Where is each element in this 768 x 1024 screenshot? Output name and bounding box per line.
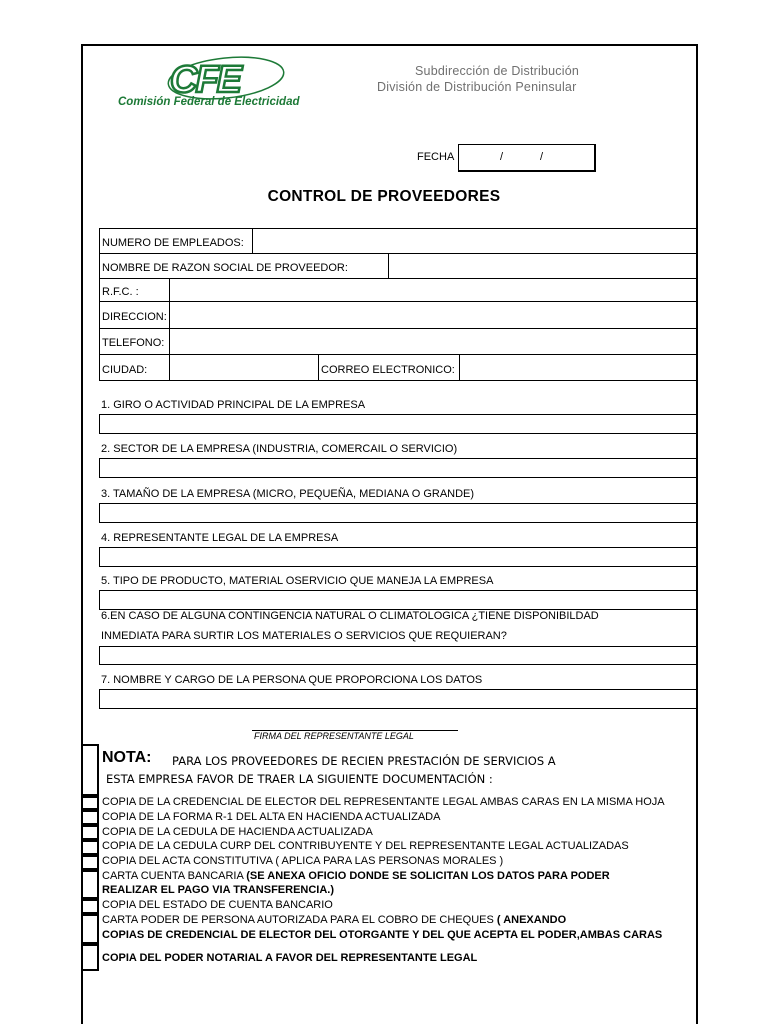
question-5: 5. TIPO DE PRODUCTO, MATERIAL OSERVICIO QUE MANEJA LA EMPRESA (101, 575, 494, 587)
nota-label: NOTA: (102, 749, 152, 766)
nota-line-1: PARA LOS PROVEEDORES DE RECIEN PRESTACIÓN DE SERVICIOS A (172, 754, 556, 768)
doc-checkbox-6[interactable] (81, 870, 99, 899)
empleados-input[interactable] (253, 229, 698, 253)
doc-item-6-note-cont: REALIZAR EL PAGO VIA TRANSFERENCIA.) (102, 884, 335, 896)
empleados-label: NUMERO DE EMPLEADOS: (102, 237, 244, 249)
question-1: 1. GIRO O ACTIVIDAD PRINCIPAL DE LA EMPRESA (101, 399, 366, 411)
doc-checkbox-9[interactable] (81, 944, 99, 971)
logo-subtitle: Comisión Federal de Electricidad (118, 96, 300, 108)
doc-checkbox-8[interactable] (81, 914, 99, 944)
grid-line (318, 354, 319, 380)
telefono-input[interactable] (170, 329, 698, 354)
telefono-label: TELEFONO: (102, 337, 165, 349)
doc-item-7: COPIA DEL ESTADO DE CUENTA BANCARIO (102, 899, 333, 911)
header-division: División de Distribución Peninsular (377, 80, 577, 94)
question-6-line-2: INMEDIATA PARA SURTIR LOS MATERIALES O SERVICIOS QUE REQUIERAN? (101, 630, 507, 642)
fecha-sep-2: / (540, 151, 544, 163)
doc-checkbox-4[interactable] (81, 840, 99, 855)
answer-4-input[interactable] (99, 547, 697, 567)
nota-checkbox[interactable] (81, 744, 99, 796)
doc-item-2: COPIA DE LA FORMA R-1 DEL ALTA EN HACIENDA ACTUALIZADA (102, 811, 441, 823)
fecha-sep-1: / (500, 151, 504, 163)
answer-6-input[interactable] (99, 646, 697, 665)
doc-item-1: COPIA DE LA CREDENCIAL DE ELECTOR DEL REPRESENTANTE LEGAL AMBAS CARAS EN LA MISMA HOJA (102, 796, 665, 808)
page-frame-top (81, 44, 698, 46)
fecha-field[interactable] (458, 144, 596, 172)
answer-5-input[interactable] (99, 590, 697, 610)
razon-social-input[interactable] (389, 254, 698, 278)
question-3: 3. TAMAÑO DE LA EMPRESA (MICRO, PEQUEÑA, MEDIANA O GRANDE) (101, 488, 475, 500)
correo-label: CORREO ELECTRONICO: (321, 364, 455, 376)
razon-social-label: NOMBRE DE RAZON SOCIAL DE PROVEEDOR: (102, 262, 348, 274)
question-7: 7. NOMBRE Y CARGO DE LA PERSONA QUE PROPORCIONA LOS DATOS (101, 674, 483, 686)
logo-wordmark: CFE (170, 59, 240, 101)
page-title: CONTROL DE PROVEEDORES (267, 188, 501, 205)
doc-item-8-text: CARTA PODER DE PERSONA AUTORIZADA PARA EL COBRO DE CHEQUES (102, 914, 497, 926)
doc-item-8-note-cont: COPIAS DE CREDENCIAL DE ELECTOR DEL OTORGANTE Y DEL QUE ACEPTA EL PODER,AMBAS CARAS (102, 929, 663, 941)
doc-item-4: COPIA DE LA CEDULA CURP DEL CONTRIBUYENTE Y DEL REPRESENTANTE LEGAL ACTUALIZADAS (102, 840, 629, 852)
answer-1-input[interactable] (99, 414, 697, 434)
rfc-input[interactable] (170, 279, 698, 301)
answer-2-input[interactable] (99, 458, 697, 478)
doc-checkbox-5[interactable] (81, 855, 99, 870)
ciudad-label: CIUDAD: (102, 364, 148, 376)
doc-item-6-cont (102, 884, 334, 896)
doc-checkbox-2[interactable] (81, 810, 99, 825)
correo-input[interactable] (460, 355, 698, 380)
rfc-label: R.F.C. : (102, 286, 139, 298)
direccion-label: DIRECCION: (102, 311, 167, 323)
fecha-label: FECHA (417, 151, 455, 163)
doc-checkbox-3[interactable] (81, 825, 99, 840)
doc-item-8-note: ( ANEXANDO (496, 914, 567, 926)
doc-item-6-note: (SE ANEXA OFICIO DONDE SE SOLICITAN LOS DATOS PARA PODER (246, 870, 610, 882)
doc-item-6 (102, 870, 610, 882)
grid-line (99, 380, 698, 381)
question-6-line-1: 6.EN CASO DE ALGUNA CONTINGENCIA NATURAL O CLIMATOLOGICA ¿TIENE DISPONIBILDAD (101, 610, 599, 622)
doc-item-9 (102, 952, 477, 964)
signature-label: FIRMA DEL REPRESENTANTE LEGAL (254, 731, 414, 741)
doc-item-5: COPIA DEL ACTA CONSTITUTIVA ( APLICA PARA LAS PERSONAS MORALES ) (102, 855, 504, 867)
ciudad-input[interactable] (170, 355, 318, 380)
doc-checkbox-7[interactable] (81, 899, 99, 914)
doc-item-3: COPIA DE LA CEDULA DE HACIENDA ACTUALIZADA (102, 826, 373, 838)
answer-3-input[interactable] (99, 503, 697, 523)
doc-item-9-text: COPIA DEL PODER NOTARIAL A FAVOR DEL REPRESENTANTE LEGAL (102, 952, 478, 964)
doc-item-6-text: CARTA CUENTA BANCARIA (102, 870, 247, 882)
grid-line (99, 228, 100, 380)
answer-7-input[interactable] (99, 689, 697, 709)
nota-line-2: ESTA EMPRESA FAVOR DE TRAER LA SIGUIENTE DOCUMENTACIÓN : (106, 772, 493, 786)
question-2: 2. SECTOR DE LA EMPRESA (INDUSTRIA, COMERCAIL O SERVICIO) (101, 443, 458, 455)
direccion-input[interactable] (170, 302, 698, 328)
doc-checkbox-1[interactable] (81, 796, 99, 810)
question-4: 4. REPRESENTANTE LEGAL DE LA EMPRESA (101, 532, 339, 544)
header-subdireccion: Subdirección de Distribución (415, 64, 580, 78)
doc-item-8-cont (102, 929, 662, 941)
doc-item-8 (102, 914, 566, 926)
